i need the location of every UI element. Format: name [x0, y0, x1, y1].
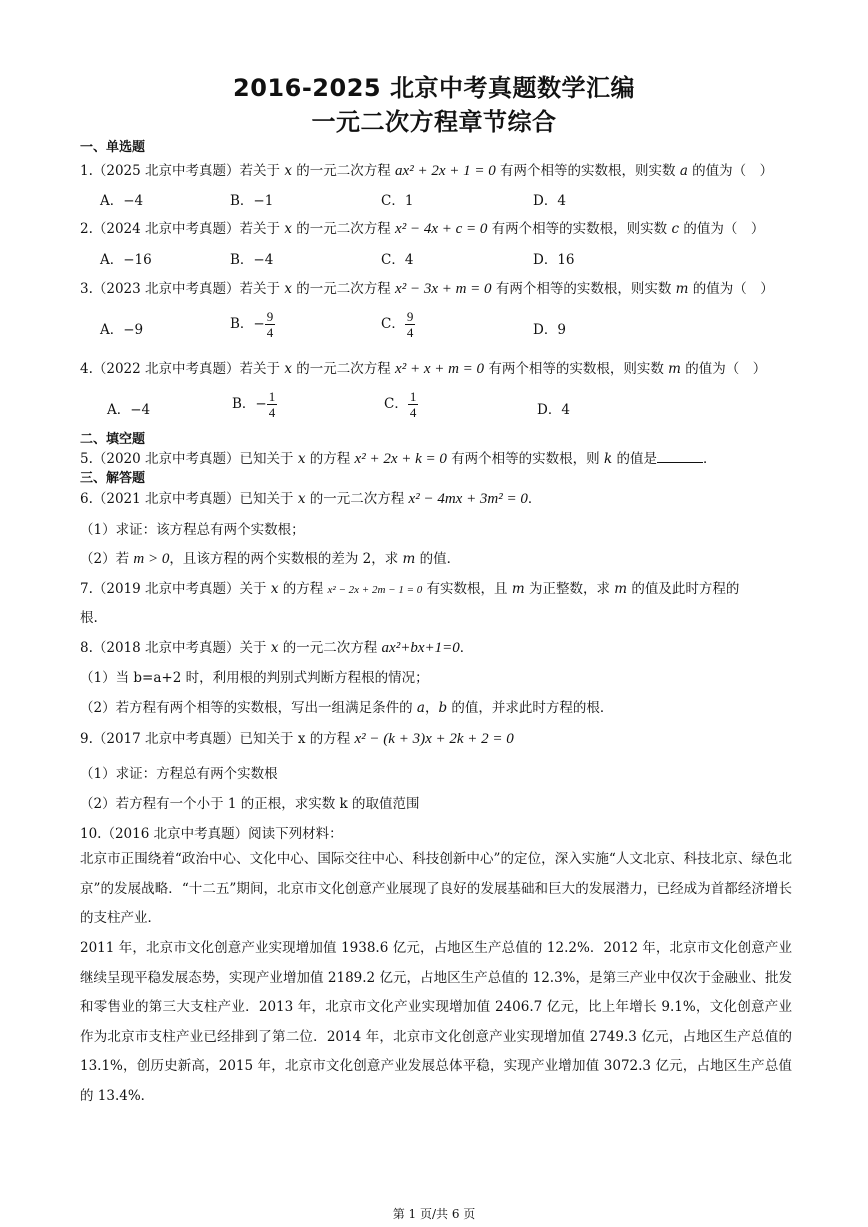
question-1 [80, 159, 773, 180]
q4-c-denominator: 4 [409, 405, 417, 420]
q5-mid2: 有两个相等的实数根，则 [446, 451, 604, 467]
q2-mid2: 有两个相等的实数根，则实数 [487, 221, 672, 237]
q3-var-x: x [284, 281, 292, 297]
q7-line-2: 根. [80, 610, 98, 626]
q8-part2-a: （2）若方程有两个相等的实数根，写出一组满足条件的 [80, 700, 417, 716]
q4-suffix: 的值为（ ） [680, 361, 767, 377]
q7-mid1: 的方程 [278, 581, 328, 597]
q8-equation: ax²+bx+1=0 [381, 640, 460, 656]
q3-option-c-label: C． [381, 316, 405, 332]
q10-paragraph-1-text: 北京市正围绕着“政治中心、文化中心、国际交往中心、科技创新中心”的定位，深入实施“人文北京、科技北京、绿色北京”的发展战略．“十二五”期间，北京市文化创意产业展现了良好的发展基础和巨大的发展潜力，已经成为首都经济增长的支柱产业． [80, 851, 792, 926]
q3-prefix: 3.（2023 北京中考真题）若关于 [80, 281, 285, 297]
q3-option-c-fraction [405, 309, 416, 340]
q3-option-b-fraction [265, 309, 276, 340]
q5-answer-blank [657, 462, 703, 463]
q8-prefix: 8.（2018 北京中考真题）关于 [80, 640, 271, 656]
page-subtitle: 一元二次方程章节综合 [311, 108, 557, 136]
q4-mid2: 有两个相等的实数根，则实数 [484, 361, 669, 377]
q3-option-d: D．9 [533, 322, 566, 338]
question-3 [80, 277, 774, 298]
question-8 [80, 636, 473, 657]
q3-c-denominator: 4 [406, 325, 414, 340]
q3-c-numerator: 9 [406, 309, 414, 324]
q4-option-c-label: C． [384, 396, 408, 412]
q4-b-denominator: 4 [268, 405, 276, 420]
q8-part2-b: ， [424, 700, 439, 716]
q2-option-b: B．−4 [230, 252, 274, 268]
q3-b-denominator: 4 [266, 325, 274, 340]
q2-option-d: D．16 [533, 252, 575, 268]
section-heading-answer: 三、解答题 [80, 471, 146, 486]
q7-var-m: m [511, 581, 525, 597]
question-7 [80, 577, 739, 597]
q7-equation: x² − 2x + 2m − 1 = 0 [327, 584, 423, 596]
question-5 [80, 447, 716, 468]
q10-paragraph-2 [80, 934, 792, 1111]
q6-part2-c: 的值． [415, 551, 461, 567]
q4-equation: x² + x + m = 0 [395, 361, 485, 377]
q1-mid2: 有两个相等的实数根，则实数 [495, 163, 680, 179]
q2-option-a: A．−16 [100, 252, 152, 268]
page-title: 2016-2025 北京中考真题数学汇编 [233, 74, 635, 102]
q3-option-b-label: B．− [230, 316, 265, 332]
q9-equation: x² − (k + 3)x + 2k + 2 = 0 [354, 731, 514, 747]
q4-var-x: x [284, 361, 292, 377]
q8-mid: 的一元二次方程 [278, 640, 382, 656]
q8-part2-c: 的值，并求此时方程的根． [447, 700, 614, 716]
q4-option-d: D．4 [537, 402, 570, 418]
question-10: 10.（2016 北京中考真题）阅读下列材料： [80, 826, 343, 842]
q3-b-numerator: 9 [266, 309, 274, 324]
q9-part-2: （2）若方程有一个小于 1 的正根，求实数 k 的取值范围 [80, 796, 420, 812]
q6-equation: x² − 4mx + 3m² = 0 [408, 491, 528, 507]
q3-var: m [675, 281, 689, 297]
q7-mid4: 的值及此时方程的 [627, 581, 740, 597]
question-2 [80, 217, 764, 238]
q6-part2-condition: m > 0 [133, 551, 170, 567]
q1-mid1: 的一元二次方程 [291, 163, 396, 179]
q3-mid2: 有两个相等的实数根，则实数 [491, 281, 676, 297]
q6-part-2 [80, 547, 460, 568]
q7-var-x: x [270, 581, 279, 597]
q4-var: m [668, 361, 681, 377]
q3-option-c [381, 309, 415, 340]
q2-var: c [671, 221, 680, 237]
q2-var-x: x [284, 221, 292, 237]
section-heading-single-choice: 一、单选题 [80, 140, 146, 155]
q9-part-1: （1）求证：方程总有两个实数根 [80, 766, 278, 782]
q1-var-x: x [284, 163, 292, 179]
q5-end: ． [702, 451, 717, 467]
q7-mid3: 为正整数，求 [524, 581, 615, 597]
q7-mid2: 有实数根，且 [422, 581, 512, 597]
q1-equation: ax² + 2x + 1 = 0 [395, 163, 496, 179]
q1-prefix: 1.（2025 北京中考真题）若关于 [80, 163, 285, 179]
q4-b-numerator: 1 [268, 389, 276, 404]
q8-var-a: a [416, 700, 425, 716]
q10-paragraph-2-text: 2011 年，北京市文化创意产业实现增加值 1938.6 亿元，占地区生产总值的 12.2%．2012 年，北京市文化创意产业继续呈现平稳发展态势，实现产业增加值 2189.2 亿元，占地区生产总值的 12.3%，是第三产业中仅次于金融业、批发和零售业的第三大支柱产业．2013 年，北京市文化产业实现增加值 2406.7 亿元，比上年增长 9.1%，文化创意产业作为北京市支柱产业已经排到了第二位．2014 年，北京市文化创意产业实现增加值 2749.3 亿元，占地区生产总值的 13.1%，创历史新高，2015 年，北京市文化创意产业发展总体平稳，实现产业增加值 3072.3 亿元，占地区生产总值的 13.4%． [80, 940, 792, 1104]
q9-prefix: 9.（2017 北京中考真题）已知关于 x 的方程 [80, 731, 355, 747]
q4-prefix: 4.（2022 北京中考真题）若关于 [80, 361, 285, 377]
q6-part2-b: ，且该方程的两个实数根的差为 2，求 [169, 551, 403, 567]
q8-var-x: x [270, 640, 279, 656]
q10-paragraph-1 [80, 845, 792, 934]
q5-suffix: 的值是 [612, 451, 657, 467]
q2-suffix: 的值为（ ） [679, 221, 765, 237]
q1-option-a: A．−4 [100, 193, 144, 209]
q2-option-c: C．4 [381, 252, 414, 268]
q7-var-m-2: m [614, 581, 628, 597]
q7-prefix: 7.（2019 北京中考真题）关于 [80, 581, 271, 597]
q8-part-2 [80, 696, 613, 716]
q1-suffix: 的值为（ ） [687, 163, 774, 179]
q8-part-1: （1）当 b=a+2 时，利用根的判别式判断方程根的情况； [80, 670, 429, 686]
q6-mid1: 的一元二次方程 [305, 491, 409, 507]
question-4 [80, 357, 766, 378]
q5-prefix: 5.（2020 北京中考真题）已知关于 [80, 451, 298, 467]
q6-part-1: （1）求证：该方程总有两个实数根； [80, 522, 305, 538]
q8-end: ． [459, 640, 474, 656]
q3-suffix: 的值为（ ） [688, 281, 774, 297]
q5-mid1: 的方程 [305, 451, 355, 467]
q2-prefix: 2.（2024 北京中考真题）若关于 [80, 221, 285, 237]
q2-equation: x² − 4x + c = 0 [395, 221, 488, 237]
q4-mid1: 的一元二次方程 [291, 361, 396, 377]
q1-option-d: D．4 [533, 193, 566, 209]
q5-var: k [603, 451, 613, 467]
q4-option-c-fraction [408, 389, 419, 420]
q3-mid1: 的一元二次方程 [291, 281, 396, 297]
q3-option-b [230, 309, 275, 340]
q3-equation: x² − 3x + m = 0 [395, 281, 492, 297]
q4-option-b [232, 389, 277, 420]
q1-option-c: C．1 [381, 193, 414, 209]
page-footer: 第 1 页/共 6 页 [392, 1207, 476, 1221]
q8-var-b: b [438, 700, 448, 716]
q1-var: a [679, 163, 688, 179]
q6-prefix: 6.（2021 北京中考真题）已知关于 [80, 491, 298, 507]
q1-option-b: B．−1 [230, 193, 274, 209]
q6-end: ． [527, 491, 542, 507]
q4-option-a: A．−4 [107, 402, 151, 418]
q6-var-x: x [297, 491, 306, 507]
q2-mid1: 的一元二次方程 [291, 221, 396, 237]
q4-c-numerator: 1 [409, 389, 417, 404]
q3-option-a: A．−9 [100, 322, 144, 338]
q6-part2-var: m [402, 551, 416, 567]
question-9 [80, 727, 514, 748]
q4-option-c [384, 389, 418, 420]
q6-part2-a: （2）若 [80, 551, 134, 567]
question-6 [80, 487, 541, 508]
q5-equation: x² + 2x + k = 0 [354, 451, 447, 467]
section-heading-fill-blank: 二、填空题 [80, 432, 146, 447]
q5-var-x: x [297, 451, 306, 467]
q4-option-b-label: B．− [232, 396, 267, 412]
q4-option-b-fraction [267, 389, 278, 420]
